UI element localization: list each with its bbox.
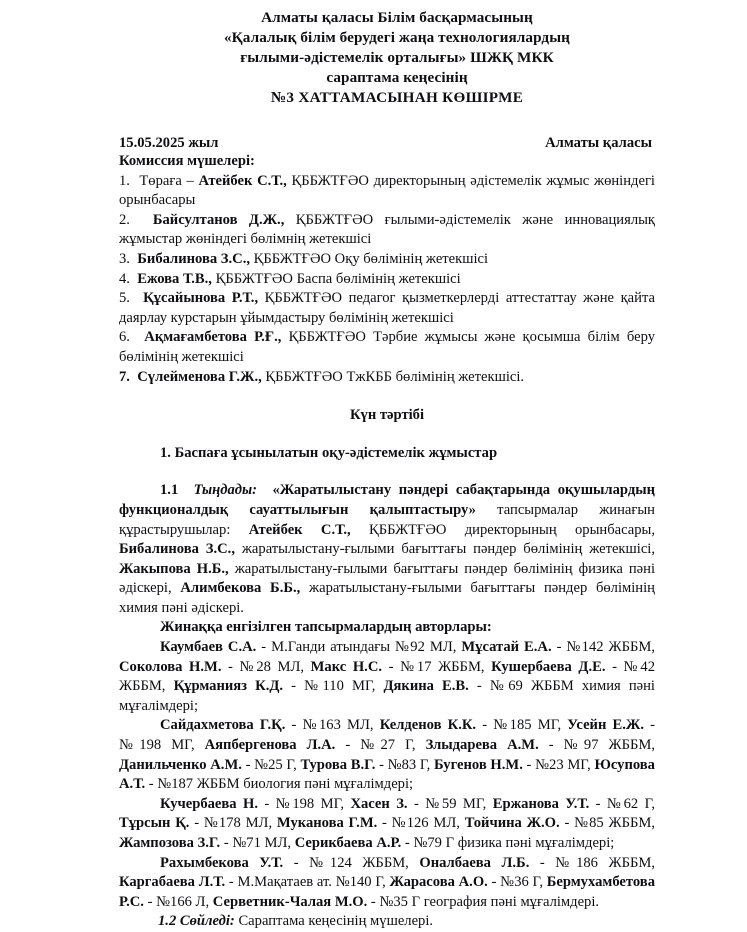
author-school: - №42 ЖББМ, xyxy=(119,658,655,695)
commission-member-1 xyxy=(119,172,655,211)
compiler-desc: жаратылыстану-ғылыми бағыттағы пәндер бөлімінің жетекшісі, xyxy=(234,541,655,558)
author-school: - №85 ЖББМ, xyxy=(559,815,655,832)
author-name: Турова В.Г. xyxy=(300,756,376,773)
author-name: Ержанова У.Т. xyxy=(492,795,590,812)
member-name: Құсайынова Р.Т., xyxy=(143,290,259,307)
commission-member-5 xyxy=(119,289,655,328)
author-name: Усейн Е.Ж. xyxy=(567,717,644,734)
author-name: Юсупова А.Т. xyxy=(119,756,655,793)
commission-member-3 xyxy=(119,250,655,270)
header-line-2: «Қалалық білім берудегі жаңа технологиялардың xyxy=(223,29,571,46)
compiler-name: Бибалинова З.С., xyxy=(119,541,235,558)
member-role: Төраға – xyxy=(139,172,199,189)
subject-tail: география пәні мұғалімдері. xyxy=(420,893,600,910)
author-name: Данильченко А.М. xyxy=(119,756,242,773)
author-name: Рахымбекова У.Т. xyxy=(160,854,284,871)
author-name: Соколова Н.М. xyxy=(119,658,222,675)
author-name: Жарасова А.О. xyxy=(389,874,488,891)
author-school: - №110 МГ, xyxy=(283,678,384,695)
author-school: - М.Ганди атындағы №92 МЛ, xyxy=(256,639,462,656)
commission-title-text: Комиссия мүшелері: xyxy=(119,153,255,169)
author-school: - №83 Г, xyxy=(375,756,435,773)
agenda-section-1-title: 1. Баспаға ұсынылатын оқу-әдістемелік жұмыстар xyxy=(160,444,498,461)
member-name: Ежова Т.В., xyxy=(137,270,212,287)
author-name: Хасен З. xyxy=(350,795,408,812)
member-number: 5. xyxy=(119,290,130,307)
header-line-5: №3 ХАТТАМАСЫНАН КӨШІРМЕ xyxy=(270,89,524,106)
compiler-name: Атейбек С.Т., xyxy=(248,521,351,538)
document-header xyxy=(111,8,683,108)
author-group-chemistry xyxy=(119,638,655,716)
item-label: 1.2 Сөйледі: xyxy=(158,913,235,930)
work-title: «Жаратылыстану пәндері сабақтарында оқушылардың функционалдық сауаттылығын қалыптастыру» xyxy=(119,482,656,518)
spacer xyxy=(119,463,655,481)
author-school: - №186 ЖББМ, xyxy=(529,854,655,871)
commission-member-2 xyxy=(119,211,655,250)
author-name: Мұсатай Е.А. xyxy=(461,639,552,656)
author-school: - №62 Г, xyxy=(589,795,656,812)
author-school: - №198 МГ, xyxy=(119,717,655,754)
author-name: Оналбаева Л.Б. xyxy=(419,854,530,871)
author-group-biology xyxy=(119,716,655,794)
compiler-desc: жаратылыстану-ғылыми бағыттағы пәндер бөлімінің химия пәні әдіскері. xyxy=(119,580,655,616)
subject-tail: биология пәні мұғалімдері; xyxy=(239,776,414,793)
author-name: Кушербаева Д.Е. xyxy=(491,658,606,675)
author-name: Дякина Е.В. xyxy=(383,678,469,695)
author-name: Каумбаев С.А. xyxy=(160,639,257,656)
after-title-text: тапсырмалар жинағын құрастырушылар: xyxy=(119,501,655,538)
author-school: - №97 ЖББМ, xyxy=(538,737,655,754)
author-school: - №35 Г xyxy=(367,893,421,910)
author-name: Муканова Г.М. xyxy=(276,815,378,832)
author-school: - №163 МЛ, xyxy=(285,717,380,734)
spacer xyxy=(119,426,655,444)
author-school: - №185 МГ, xyxy=(476,717,568,734)
item-text: Сараптама кеңесінің мүшелері. xyxy=(234,913,434,930)
author-group-geography xyxy=(119,854,655,913)
author-school: - №79 Г xyxy=(401,835,455,851)
author-name: Аяпбергенова Л.А. xyxy=(204,737,336,754)
agenda-item-1-1 xyxy=(119,481,655,618)
member-desc: ҚББЖТҒӘО директорының әдістемелік жұмыс жөніндегі орынбасары xyxy=(119,172,655,209)
agenda-title: Күн тәртібі xyxy=(349,407,425,424)
authors-title-text: Жинаққа енгізілген тапсырмалардың авторлары: xyxy=(160,619,492,636)
member-name: Сүлейменова Г.Ж., xyxy=(137,368,262,385)
member-number: 6. xyxy=(119,329,130,346)
document-place: Алматы қаласы xyxy=(545,135,652,151)
compiler-name: Алимбекова Б.Б., xyxy=(180,580,301,597)
member-desc: ҚББЖТҒӘО Баспа бөлімінің жетекшісі xyxy=(211,270,461,287)
member-desc: ҚББЖТҒӘО Оқу бөлімінің жетекшісі xyxy=(250,250,489,267)
author-school: - №69 ЖББМ xyxy=(468,678,574,695)
author-name: Бермухамбетова Р.С. xyxy=(119,874,655,910)
member-number: 2. xyxy=(119,211,130,228)
member-name: Бибалинова З.С., xyxy=(137,250,250,267)
compiler-name: Жакыпова Н.Б., xyxy=(119,560,229,577)
member-desc: ҚББЖТҒӘО ғылыми-әдістемелік және инновациялық жұмыстар жөніндегі бөлімнің жетекшісі xyxy=(119,211,655,248)
member-name: Байсултанов Д.Ж., xyxy=(152,211,285,228)
author-name: Сайдахметова Г.Қ. xyxy=(160,717,286,734)
author-name: Кучербаева Н. xyxy=(160,795,258,812)
subject-tail: химия пәні мұғалімдері; xyxy=(119,678,655,714)
document-date: 15.05.2025 жыл xyxy=(119,135,219,151)
date-place-row xyxy=(119,135,655,152)
author-name: Тұрсын Қ. xyxy=(119,815,190,832)
subject-tail: физика пәні мұғалімдері; xyxy=(454,835,615,851)
commission-member-4 xyxy=(119,270,655,290)
agenda-item-1-2 xyxy=(119,912,655,932)
member-number: 1. xyxy=(119,172,130,189)
author-name: Құрманияз К.Д. xyxy=(173,678,284,695)
author-group-physics xyxy=(119,795,655,854)
author-school: - №166 Л, xyxy=(143,893,213,910)
author-name: Бугенов Н.М. xyxy=(434,756,523,773)
member-number: 7. xyxy=(119,368,130,385)
authors-title xyxy=(119,618,655,638)
author-name: Макс Н.С. xyxy=(310,658,383,675)
member-number: 3. xyxy=(119,250,130,267)
member-name: Ақмағамбетова Р.Ғ., xyxy=(144,329,282,346)
member-name: Атейбек С.Т., xyxy=(198,172,287,189)
author-name: Жампозова З.Г. xyxy=(119,835,221,851)
author-school: - №28 МЛ, xyxy=(221,658,311,675)
author-school: - №126 МЛ, xyxy=(377,815,465,832)
author-school: - №142 ЖББМ, xyxy=(551,639,656,656)
author-school: - №198 МГ, xyxy=(258,795,351,812)
author-school: - №178 МЛ, xyxy=(189,815,277,832)
author-name: Злыдарева А.М. xyxy=(425,737,539,754)
item-number: 1.1 xyxy=(160,482,179,499)
member-number: 4. xyxy=(119,270,130,287)
header-line-4: сараптама кеңесінің xyxy=(326,69,468,86)
author-name: Серветник-Чалая М.О. xyxy=(212,893,368,910)
author-name: Келденов К.К. xyxy=(379,717,477,734)
item-verb: Тыңдады: xyxy=(193,482,258,499)
header-line-3: ғылыми-әдістемелік орталығы» ШЖҚ МКК xyxy=(240,49,554,66)
author-school: - №23 МГ, xyxy=(522,756,595,773)
header-line-1: Алматы қаласы Білім басқармасының xyxy=(261,9,533,26)
author-school: - №27 Г, xyxy=(335,737,426,754)
commission-member-6 xyxy=(119,328,655,367)
commission-title xyxy=(119,152,655,172)
author-school: - №17 ЖББМ, xyxy=(382,658,492,675)
author-school: - №124 ЖББМ, xyxy=(283,854,420,871)
author-name: Каргабаева Л.Т. xyxy=(119,874,226,891)
compiler-desc: жаратылыстану-ғылыми бағыттағы пәндер бөлімінің физика пәні әдіскері, xyxy=(119,560,656,597)
member-desc: ҚББЖТҒӘО Тәрбие жұмысы және қосымша білім беру бөлімінің жетекшісі xyxy=(119,329,656,365)
spacer xyxy=(119,387,655,406)
author-school: - №36 Г, xyxy=(487,874,547,891)
author-school: - №59 МГ, xyxy=(407,795,493,812)
author-school: - №25 Г, xyxy=(241,756,301,773)
author-name: Тойчина Ж.О. xyxy=(464,815,560,832)
member-desc: ҚББЖТҒӘО ТжКББ бөлімінің жетекшісі. xyxy=(261,368,525,385)
author-school: - №187 ЖББМ xyxy=(145,776,240,793)
author-name: Серикбаева А.Р. xyxy=(294,835,402,851)
compiler-desc: ҚББЖТҒӘО директорының орынбасары, xyxy=(350,521,655,538)
author-school: - М.Мақатаев ат. №140 Г, xyxy=(225,874,390,891)
commission-member-7 xyxy=(119,368,655,388)
author-school: - №71 МЛ, xyxy=(220,835,295,851)
member-desc: ҚББЖТҒӘО педагог қызметкерлерді аттестаттау және қайта даярлау курстарын ұйымдастыру бөлімінің жетекшісі xyxy=(119,290,655,326)
